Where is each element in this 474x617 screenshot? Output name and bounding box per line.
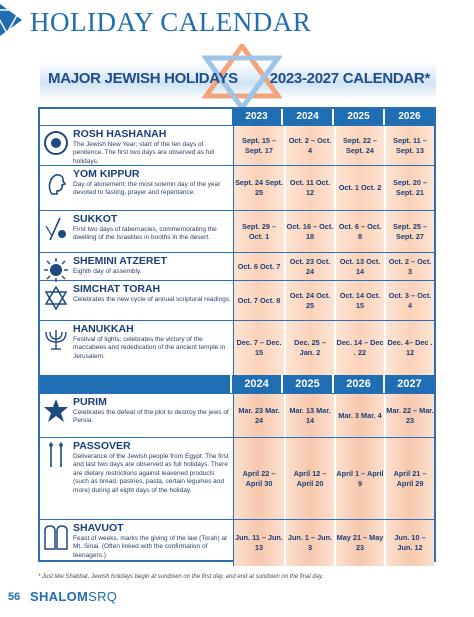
date-cell: Dec. 7 – Dec. 15 <box>234 321 284 375</box>
date-cell: Oct. 3 – Oct. 4 <box>384 281 434 320</box>
date-cell: Oct. 7 Oct. 8 <box>234 281 284 320</box>
holiday-info <box>40 321 234 375</box>
year-cell: 2023 <box>230 109 281 125</box>
date-cell: Sept. 11 – Sept. 13 <box>384 126 434 165</box>
holiday-name: PASSOVER <box>73 440 131 452</box>
date-cell: Jun. 1 – Jun. 3 <box>284 520 334 566</box>
menorah-icon <box>42 324 70 352</box>
holiday-row <box>40 165 434 210</box>
date-cell: Oct. 23 Oct. 24 <box>284 253 334 280</box>
holiday-row <box>40 125 434 165</box>
date-cell: April 1 – April 9 <box>334 438 384 519</box>
holiday-description: Deliverance of the Jewish people from Egypt. The first and last two days are observed as full holidays. There are dietary restrictions against leavened products (such as bread, pastries, pasta, certain legumes and more) during all eight days of the holiday. <box>73 453 229 494</box>
tablets-icon <box>42 523 70 551</box>
year-header-row <box>40 109 434 125</box>
holiday-row <box>40 210 434 252</box>
year-cell: 2024 <box>230 375 281 393</box>
date-cell: Oct. 2 – Oct. 4 <box>284 126 334 165</box>
date-cell: Jun. 11 – Jun. 13 <box>234 520 284 566</box>
torah-icon <box>42 284 70 312</box>
holiday-row <box>40 437 434 519</box>
holiday-name: SHAVUOT <box>73 522 124 534</box>
date-cell: Oct. 16 – Oct. 18 <box>284 211 334 252</box>
brand-light: SRQ <box>88 589 118 604</box>
banner-title: MAJOR JEWISH HOLIDAYS <box>48 70 238 87</box>
brand-logo <box>30 589 117 604</box>
holiday-description: Eighth day of assembly. <box>73 268 142 275</box>
holiday-name: SIMCHAT TORAH <box>73 283 161 295</box>
holiday-row <box>40 252 434 280</box>
date-cell: Oct. 14 Oct. 15 <box>334 281 384 320</box>
holiday-description: Festival of lights; celebrates the victory of the maccabees and rededication of the ancient temple in Jerusalem. <box>73 336 226 360</box>
holiday-table <box>38 107 436 562</box>
holiday-description: Celebrates the defeat of the plot to destroy the jews of Persia. <box>73 409 229 425</box>
date-cell: Oct. 6 – Oct. 8 <box>334 211 384 252</box>
page-number: 56 <box>8 591 21 603</box>
banner-subtitle: 2023-2027 CALENDAR* <box>269 70 430 87</box>
holiday-info <box>40 253 234 280</box>
date-cell: Dec. 14 – Dec . 22 <box>334 321 384 375</box>
holiday-info <box>40 211 234 252</box>
year-cell: 2026 <box>332 375 383 393</box>
year-cell: 2024 <box>281 109 332 125</box>
holiday-description: Feast of weeks, marks the giving of the law (Torah) at Mt. Sinai. (Often linked with the confirmation of teenagers.) <box>73 535 227 559</box>
page-header <box>0 0 474 44</box>
holiday-name: HANUKKAH <box>73 323 134 335</box>
holiday-description: Day of atonement; the most solemn day of the year devoted to fasting, prayer and repentance. <box>73 181 221 197</box>
holiday-row <box>40 280 434 320</box>
date-cell: Dec. 4– Dec . 12 <box>384 321 434 375</box>
holiday-info <box>40 281 234 320</box>
candles-icon <box>42 441 70 469</box>
profile-icon <box>42 169 70 197</box>
holiday-info <box>40 520 234 566</box>
star-of-david-icon <box>0 0 26 40</box>
date-cell: Jun. 10 – Jun. 12 <box>384 520 434 566</box>
footnote: * Just like Shabbat, Jewish holidays begin at sundown on the first day, and end at sundown on the final day. <box>38 574 324 580</box>
date-cell: Oct. 11 Oct. 12 <box>284 166 334 210</box>
brand-bold: SHALOM <box>30 589 89 604</box>
year-header-row <box>40 375 434 393</box>
year-cell: 2025 <box>332 109 383 125</box>
date-cell: Oct. 13 Oct. 14 <box>334 253 384 280</box>
holiday-description: First two days of tabernacles, commemorating the dwelling of the Israelites in booths in the desert. <box>73 226 217 242</box>
holiday-info <box>40 166 234 210</box>
date-cell: Oct. 6 Oct. 7 <box>234 253 284 280</box>
page-title: HOLIDAY CALENDAR <box>30 7 312 37</box>
date-cell: Oct. 2 – Oct. 3 <box>384 253 434 280</box>
date-cell: April 21 – April 29 <box>384 438 434 519</box>
date-cell: Mar. 23 Mar. 24 <box>234 394 284 437</box>
date-cell: Sept. 24 Sept. 25 <box>234 166 284 210</box>
holiday-name: ROSH HASHANAH <box>73 128 167 140</box>
holiday-name: YOM KIPPUR <box>73 168 140 180</box>
holiday-info <box>40 394 234 437</box>
date-cell: May 21 – May 23 <box>334 520 384 566</box>
date-cell: Sept. 22 – Sept. 24 <box>334 126 384 165</box>
date-cell: Mar. 22 – Mar. 23 <box>384 394 434 437</box>
year-cell: 2027 <box>383 375 434 393</box>
crown-icon <box>42 397 70 425</box>
holiday-name: SUKKOT <box>73 213 118 225</box>
holiday-info <box>40 126 234 165</box>
date-cell: Mar. 13 Mar. 14 <box>284 394 334 437</box>
date-cell: April 22 – April 30 <box>234 438 284 519</box>
holiday-info <box>40 438 234 519</box>
calendar-banner <box>40 62 436 100</box>
holiday-row <box>40 393 434 437</box>
date-cell: Sept. 15 – Sept. 17 <box>234 126 284 165</box>
year-cell: 2026 <box>383 109 434 125</box>
date-cell: Sept. 25 – Sept. 27 <box>384 211 434 252</box>
date-cell: Mar. 3 Mar. 4 <box>334 394 384 437</box>
holiday-description: Celebrates the new cycle of annual scriptural readings. <box>73 296 231 303</box>
lulav-icon <box>42 214 70 242</box>
date-cell: Sept. 29 – Oct. 1 <box>234 211 284 252</box>
date-cell: April 12 – April 20 <box>284 438 334 519</box>
year-cell: 2025 <box>281 375 332 393</box>
holiday-description: The Jewish New Year; start of the ten days of penitence. The first two days are observed as full holidays. <box>73 141 215 165</box>
holiday-name: SHEMINI ATZERET <box>73 255 167 267</box>
holiday-row <box>40 519 434 566</box>
holiday-row <box>40 320 434 375</box>
date-cell: Dec. 25 – Jan. 2 <box>284 321 334 375</box>
shofar-icon <box>42 129 70 157</box>
holiday-name: PURIM <box>73 396 107 408</box>
date-cell: Oct. 24 Oct. 25 <box>284 281 334 320</box>
date-cell: Oct. 1 Oct. 2 <box>334 166 384 210</box>
date-cell: Sept. 20 – Sept. 21 <box>384 166 434 210</box>
